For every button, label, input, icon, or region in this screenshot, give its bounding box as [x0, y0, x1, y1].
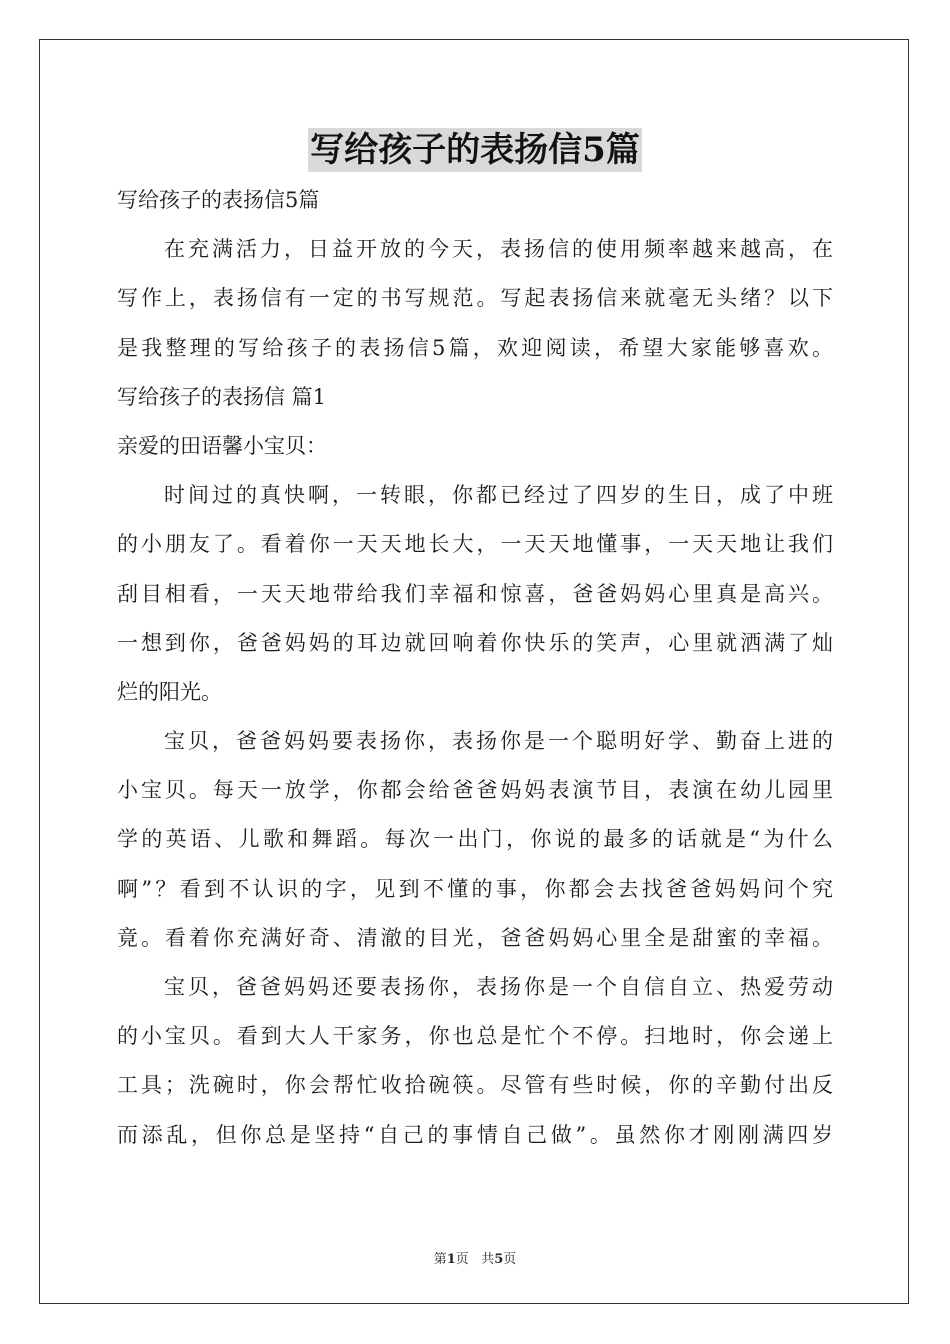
paragraph-line: 的小宝贝。看到大人干家务，你也总是忙个不停。扫地时，你会递上 [117, 1024, 833, 1049]
paragraph-line: 而添乱，但你总是坚持“自己的事情自己做”。虽然你才刚刚满四岁 [117, 1122, 833, 1147]
total-prefix: 共 [481, 1252, 495, 1267]
page-prefix: 第 [433, 1252, 447, 1267]
paragraph-line: 啊”？看到不认识的字，见到不懂的事，你都会去找爸爸妈妈问个究 [117, 876, 833, 901]
paragraph-line: 宝贝，爸爸妈妈要表扬你，表扬你是一个聪明好学、勤奋上进的 [164, 729, 833, 754]
paragraph-line: 小宝贝。每天一放学，你都会给爸爸妈妈表演节目，表演在幼儿园里 [117, 778, 833, 803]
paragraph-line: 烂的阳光。 [117, 679, 222, 704]
document-body [117, 176, 833, 1160]
salutation: 亲爱的田语馨小宝贝： [117, 433, 327, 458]
paragraph-line: 学的英语、儿歌和舞蹈。每次一出门，你说的最多的话就是“为什么 [117, 827, 833, 852]
paragraph-line: 竟。看着你充满好奇、清澈的目光，爸爸妈妈心里全是甜蜜的幸福。 [117, 925, 833, 950]
paragraph-line: 宝贝，爸爸妈妈还要表扬你，表扬你是一个自信自立、热爱劳动 [164, 975, 833, 999]
paragraph-line: 是我整理的写给孩子的表扬信5篇，欢迎阅读，希望大家能够喜欢。 [117, 335, 833, 360]
document-title: 写给孩子的表扬信5篇 [310, 130, 640, 170]
section-heading: 写给孩子的表扬信 篇1 [117, 384, 327, 409]
paragraph-line: 的小朋友了。看着你一天天地长大，一天天地懂事，一天天地让我们 [117, 532, 833, 557]
page-suffix: 页 [455, 1252, 469, 1267]
total-suffix: 页 [503, 1252, 517, 1267]
page-footer [0, 1248, 950, 1267]
paragraph-line: 时间过的真快啊，一转眼，你都已经过了四岁的生日，成了中班 [164, 483, 833, 508]
paragraph-line: 工具；洗碗时，你会帮忙收拾碗筷。尽管有些时候，你的辛勤付出反 [117, 1073, 833, 1098]
document-title-wrap [0, 128, 950, 172]
total-pages: 5 [494, 1252, 504, 1267]
paragraph-line: 刮目相看，一天天地带给我们幸福和惊喜，爸爸妈妈心里真是高兴。 [117, 581, 833, 606]
paragraph-line: 写作上，表扬信有一定的书写规范。写起表扬信来就毫无头绪？以下 [117, 286, 833, 311]
page-number: 1 [446, 1252, 456, 1267]
paragraph-line: 在充满活力，日益开放的今天，表扬信的使用频率越来越高，在 [164, 237, 833, 262]
subtitle-line: 写给孩子的表扬信5篇 [117, 188, 320, 212]
paragraph-line: 一想到你，爸爸妈妈的耳边就回响着你快乐的笑声，心里就洒满了灿 [117, 630, 833, 655]
